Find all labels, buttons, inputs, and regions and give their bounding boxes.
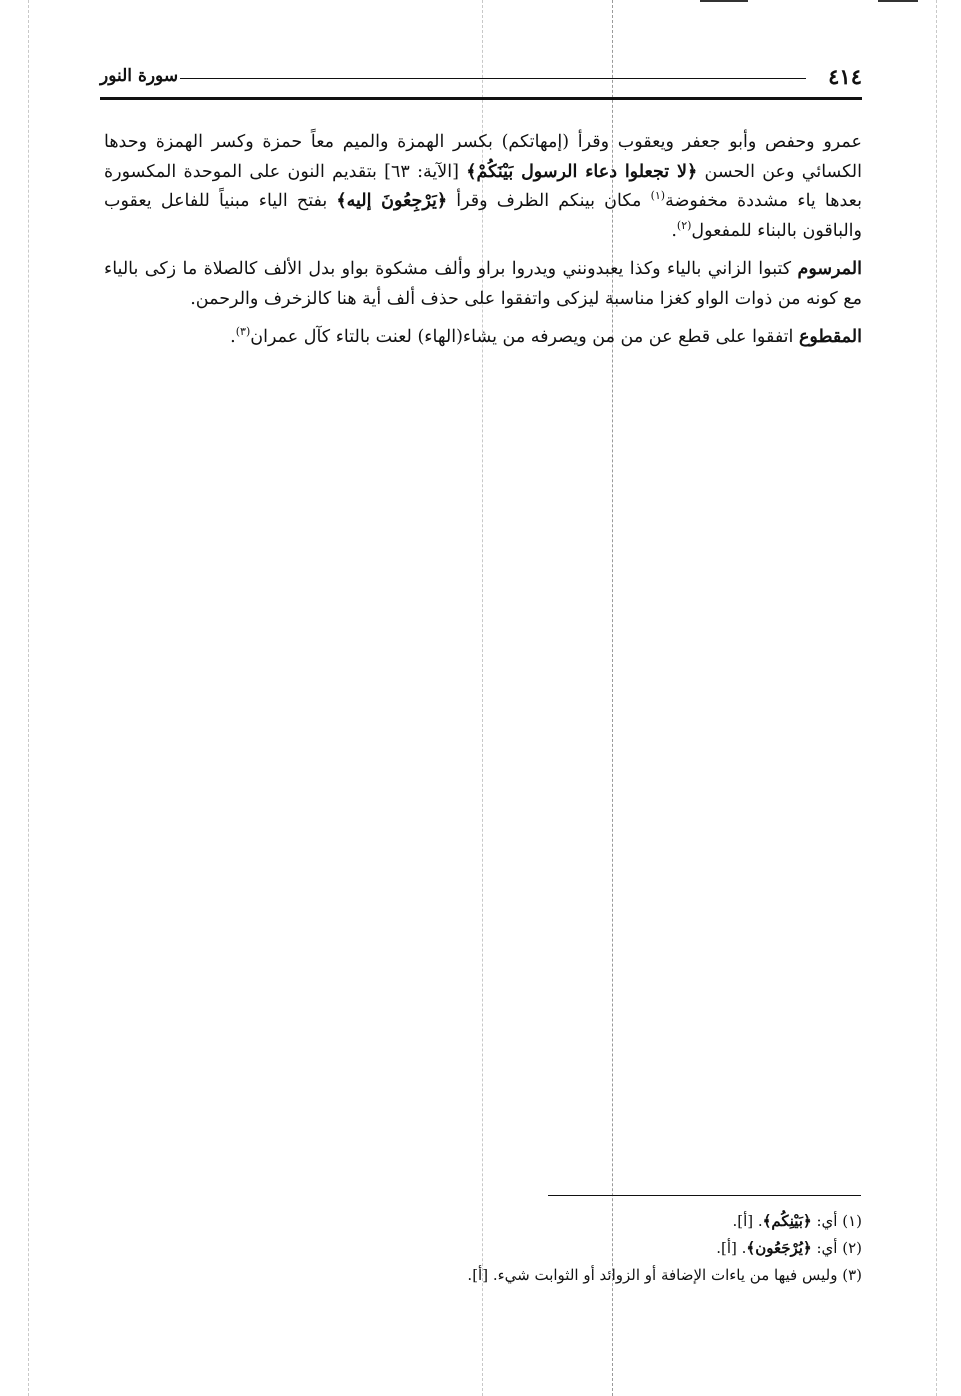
quran-verse: ﴿يَرْجِعُونَ إليه﴾ xyxy=(336,191,448,211)
section-keyword: المرسوم xyxy=(797,259,862,279)
scan-line-left xyxy=(28,0,29,1396)
footnote-ref: (٢) xyxy=(676,218,692,232)
paragraph-readings: عمرو وحفص وأبو جعفر ويعقوب وقرأ (إمهاتكم) بكسر الهمزة والميم معاً حمزة وكسر الهمزة وحدها الكسائي وعن الحسن ﴿لا تجعلوا دعاء الرسول بَيْنَكُمْ﴾ [الآية: ٦٣] بتقديم النون على الموحدة المكسورة بعدها ياء مشددة مخفوضة$^{(١)}$ مكان بينكم الظرف وقرأ ﴿يَرْجِعُونَ إليه﴾ بفتح الياء مبنياً للفاعل يعقوب والباقون بالبناء للمفعول$^{(٢)}$. xyxy=(104,132,863,241)
main-text xyxy=(104,128,862,362)
scan-line-right xyxy=(936,0,937,1396)
paragraph-maqtu: المقطوع اتفقوا على قطع عن من من ويصرفه من يشاء(الهاء) لعنت بالتاء كآل عمران$^{(٣)}$. xyxy=(230,325,862,347)
footnote-item: (١) أي: ﴿بَيْنِكُم﴾. [أ]. xyxy=(732,1212,862,1230)
paragraph-marsum: المرسوم كتبوا الزاني بالياء وكذا يعبدونني ويدروا براو وألف مشكوة بواو بدل الألف كالصلاة ما زكى بالياء مع كونه من ذوات الواو كغزا مناسبة ليزكى واتفقوا على حذف ألف أية هنا كالزخرف والرحمن. xyxy=(104,259,862,309)
top-mark-right xyxy=(878,0,918,2)
footnote-separator xyxy=(548,1195,861,1196)
footnote-ref: (١) xyxy=(650,189,666,203)
section-keyword: المقطوع xyxy=(798,327,862,347)
page-number: ٤١٤ xyxy=(828,64,862,89)
footnote-ref: (٣) xyxy=(235,325,251,339)
quran-verse: ﴿لا تجعلوا دعاء الرسول بَيْنَكُمْ﴾ xyxy=(466,161,698,182)
top-mark xyxy=(700,0,748,2)
surah-title: سورة النور xyxy=(100,66,179,86)
header-rule xyxy=(180,78,806,79)
page-header xyxy=(100,64,862,100)
header-divider xyxy=(100,97,862,100)
footnote-item: (٣) وليس فيها من ياءات الإضافة أو الزوائد أو الثوابت شيء. [أ]. xyxy=(467,1266,862,1284)
footnotes xyxy=(300,1208,862,1289)
footnote-item: (٢) أي: ﴿يُرْجَعُون﴾. [أ]. xyxy=(716,1239,862,1257)
